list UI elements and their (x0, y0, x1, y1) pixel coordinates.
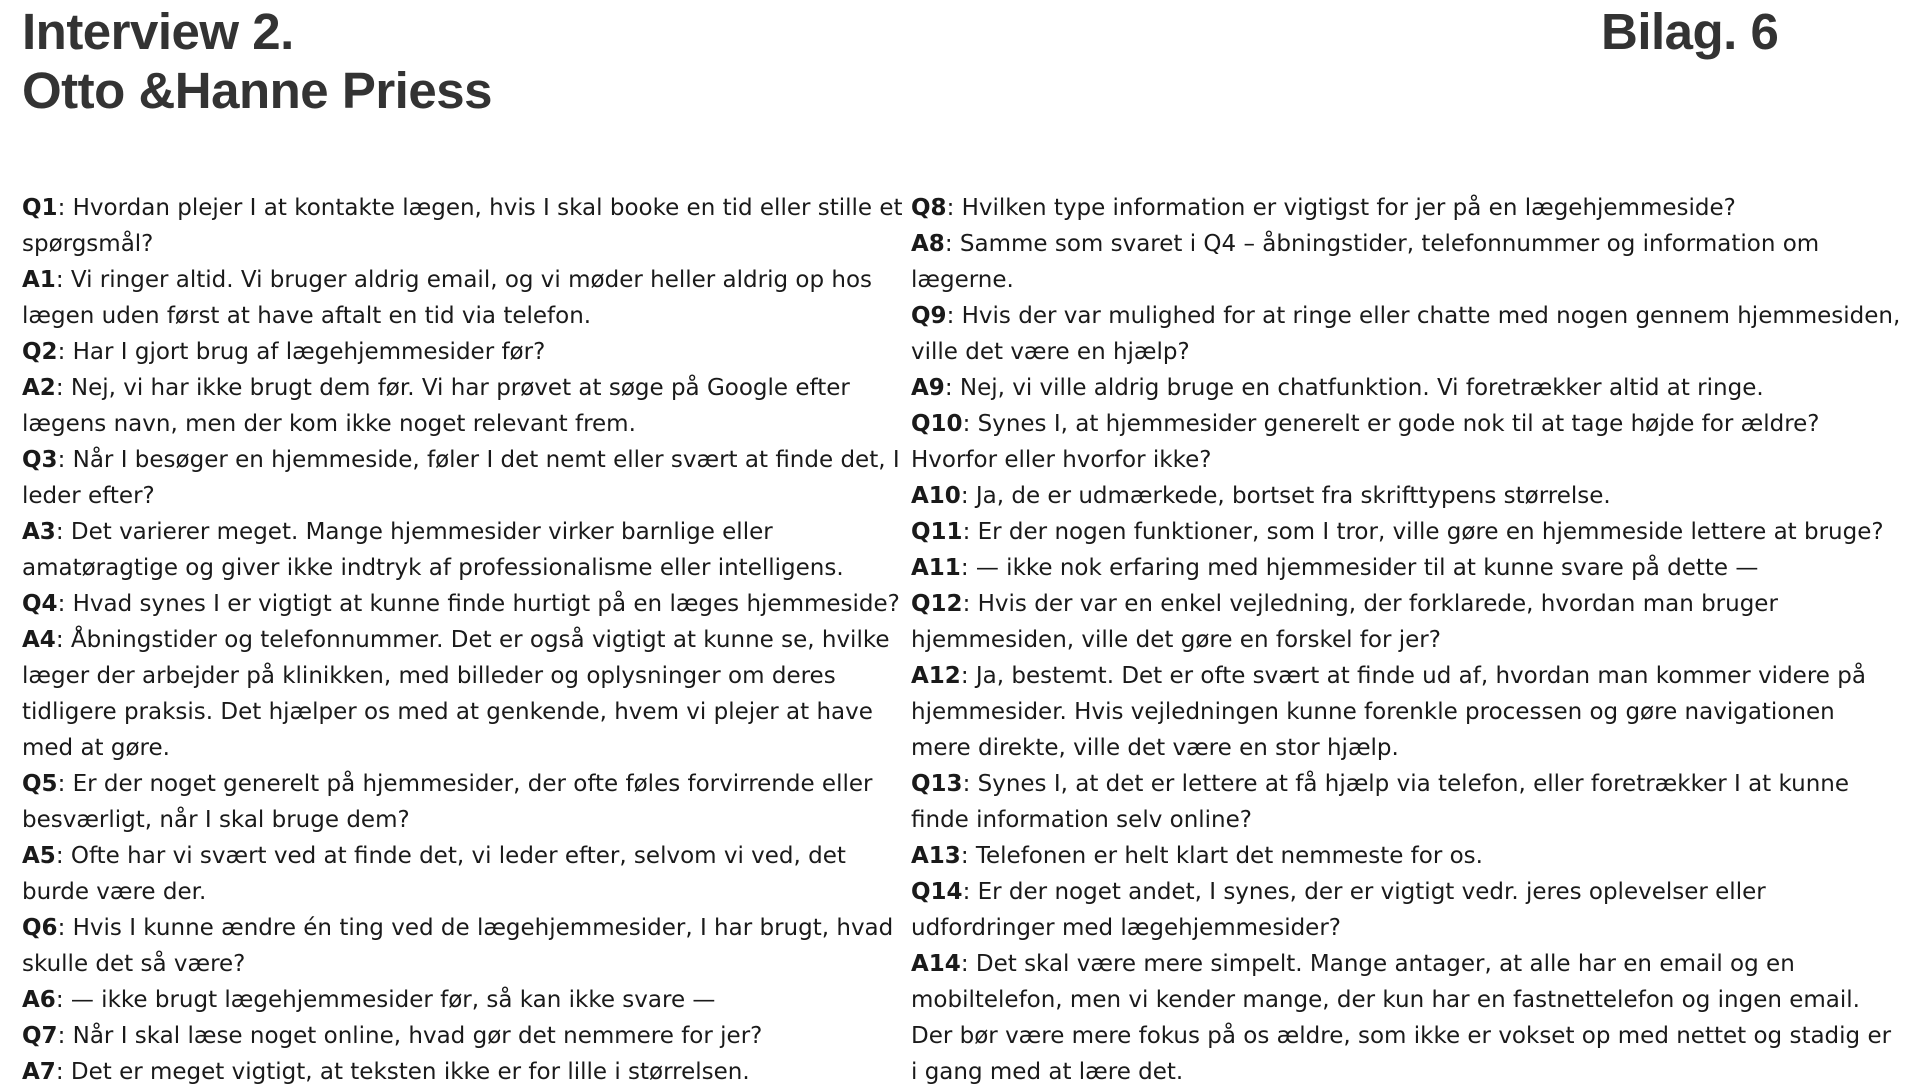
title-interviewee-names: Otto &Hanne Priess (22, 62, 492, 119)
answer-paragraph (911, 370, 1901, 406)
question-text: : Når I besøger en hjemmeside, føler I det nemt eller svært at finde det, I leder efter? (22, 447, 900, 509)
question-paragraph (911, 406, 1901, 478)
question-text: : Hvis der var en enkel vejledning, der forklarede, hvordan man bruger hjemmesiden, ville det gøre en forskel for jer? (911, 591, 1778, 653)
answer-text: : Ofte har vi svært ved at finde det, vi leder efter, selvom vi ved, det burde være der. (22, 843, 846, 905)
question-label: Q3 (22, 447, 58, 473)
appendix-label: Bilag. 6 (1601, 3, 1779, 60)
answer-text: : Åbningstider og telefonnummer. Det er også vigtigt at kunne se, hvilke læger der arbejder på klinikken, med billeder og oplysninger om deres tidligere praksis. Det hjælper os med at genkende, hvem vi plejer at have med at gøre. (22, 627, 890, 761)
question-paragraph (22, 766, 907, 838)
question-text: : Hvis I kunne ændre én ting ved de lægehjemmesider, I har brugt, hvad skulle det så være? (22, 915, 894, 977)
question-label: Q7 (22, 1023, 58, 1049)
answer-label: A11 (911, 555, 961, 581)
question-label: Q11 (911, 519, 963, 545)
answer-paragraph (22, 370, 907, 442)
question-text: : Er der nogen funktioner, som I tror, ville gøre en hjemmeside lettere at bruge? (962, 519, 1884, 545)
question-paragraph (911, 586, 1901, 658)
question-label: Q2 (22, 339, 58, 365)
answer-label: A1 (22, 267, 56, 293)
answer-paragraph (22, 622, 907, 766)
question-label: Q1 (22, 195, 58, 221)
question-label: Q9 (911, 303, 947, 329)
question-text: : Hvordan plejer I at kontakte lægen, hvis I skal booke en tid eller stille et spørgsmål? (22, 195, 903, 257)
question-text: : Hvilken type information er vigtigst for jer på en lægehjemmeside? (946, 195, 1736, 221)
answer-label: A14 (911, 951, 961, 977)
question-label: Q14 (911, 879, 963, 905)
question-text: : Er der noget generelt på hjemmesider, der ofte føles forvirrende eller besværligt, når I skal bruge dem? (22, 771, 873, 833)
answer-paragraph (22, 1054, 907, 1090)
answer-text: : — ikke nok erfaring med hjemmesider til at kunne svare på dette — (960, 555, 1759, 581)
question-text: : Når I skal læse noget online, hvad gør det nemmere for jer? (57, 1023, 763, 1049)
answer-label: A13 (911, 843, 961, 869)
answer-label: A7 (22, 1059, 56, 1085)
question-paragraph (911, 190, 1901, 226)
answer-paragraph (911, 658, 1901, 766)
question-label: Q5 (22, 771, 58, 797)
question-paragraph (911, 874, 1901, 946)
question-label: Q13 (911, 771, 963, 797)
answer-paragraph (911, 478, 1901, 514)
answer-text: : Nej, vi ville aldrig bruge en chatfunktion. Vi foretrækker altid at ringe. (944, 375, 1764, 401)
answer-text: : Samme som svaret i Q4 – åbningstider, telefonnummer og information om lægerne. (911, 231, 1820, 293)
answer-label: A12 (911, 663, 961, 689)
answer-text: : Det er meget vigtigt, at teksten ikke er for lille i størrelsen. (55, 1059, 750, 1085)
answer-text: : Det skal være mere simpelt. Mange antager, at alle har en email og en mobiltelefon, men vi kender mange, der kun har en fastnettelefon og ingen email. Der bør være mere fokus på os ældre, som ikke er vokset op med nettet og stadig er i gang med at lære det. (911, 951, 1892, 1085)
question-paragraph (22, 910, 907, 982)
answer-paragraph (22, 838, 907, 910)
question-paragraph (22, 586, 907, 622)
question-paragraph (911, 298, 1901, 370)
right-qa-column (911, 190, 1901, 1090)
document-title (22, 2, 492, 120)
question-label: Q12 (911, 591, 963, 617)
question-label: Q8 (911, 195, 947, 221)
answer-label: A5 (22, 843, 56, 869)
answer-paragraph (911, 550, 1901, 586)
answer-paragraph (911, 838, 1901, 874)
answer-label: A3 (22, 519, 56, 545)
answer-text: : Vi ringer altid. Vi bruger aldrig email, og vi møder heller aldrig op hos lægen uden først at have aftalt en tid via telefon. (22, 267, 872, 329)
answer-text: : — ikke brugt lægehjemmesider før, så kan ikke svare — (55, 987, 716, 1013)
title-interview-number: Interview 2. (22, 3, 294, 60)
question-text: : Har I gjort brug af lægehjemmesider før? (57, 339, 546, 365)
question-label: Q10 (911, 411, 963, 437)
answer-label: A4 (22, 627, 56, 653)
answer-paragraph (22, 982, 907, 1018)
question-text: : Er der noget andet, I synes, der er vigtigt vedr. jeres oplevelser eller udfordringer med lægehjemmesider? (911, 879, 1766, 941)
answer-paragraph (22, 262, 907, 334)
answer-label: A6 (22, 987, 56, 1013)
answer-text: : Ja, bestemt. Det er ofte svært at finde ud af, hvordan man kommer videre på hjemmesider. Hvis vejledningen kunne forenkle processen og gøre navigationen mere direkte, ville det være en stor hjælp. (911, 663, 1866, 761)
answer-label: A8 (911, 231, 945, 257)
left-qa-column (22, 190, 907, 1090)
answer-text: : Telefonen er helt klart det nemmeste for os. (960, 843, 1483, 869)
question-paragraph (911, 766, 1901, 838)
answer-paragraph (911, 226, 1901, 298)
answer-text: : Ja, de er udmærkede, bortset fra skrifttypens størrelse. (960, 483, 1611, 509)
question-paragraph (22, 334, 907, 370)
answer-paragraph (22, 514, 907, 586)
question-text: : Hvis der var mulighed for at ringe eller chatte med nogen gennem hjemmesiden, ville det være en hjælp? (911, 303, 1901, 365)
answer-label: A10 (911, 483, 961, 509)
question-text: : Synes I, at det er lettere at få hjælp via telefon, eller foretrækker I at kunne finde information selv online? (911, 771, 1850, 833)
answer-label: A9 (911, 375, 945, 401)
question-label: Q4 (22, 591, 58, 617)
question-paragraph (22, 190, 907, 262)
question-paragraph (22, 442, 907, 514)
question-text: : Hvad synes I er vigtigt at kunne finde hurtigt på en læges hjemmeside? (57, 591, 900, 617)
question-text: : Synes I, at hjemmesider generelt er gode nok til at tage højde for ældre? Hvorfor eller hvorfor ikke? (911, 411, 1820, 473)
question-paragraph (911, 514, 1901, 550)
question-paragraph (22, 1018, 907, 1054)
answer-label: A2 (22, 375, 56, 401)
question-label: Q6 (22, 915, 58, 941)
answer-text: : Det varierer meget. Mange hjemmesider virker barnlige eller amatøragtige og giver ikke indtryk af professionalisme eller intelligens. (22, 519, 844, 581)
answer-text: : Nej, vi har ikke brugt dem før. Vi har prøvet at søge på Google efter lægens navn, men der kom ikke noget relevant frem. (22, 375, 850, 437)
answer-paragraph (911, 946, 1901, 1090)
